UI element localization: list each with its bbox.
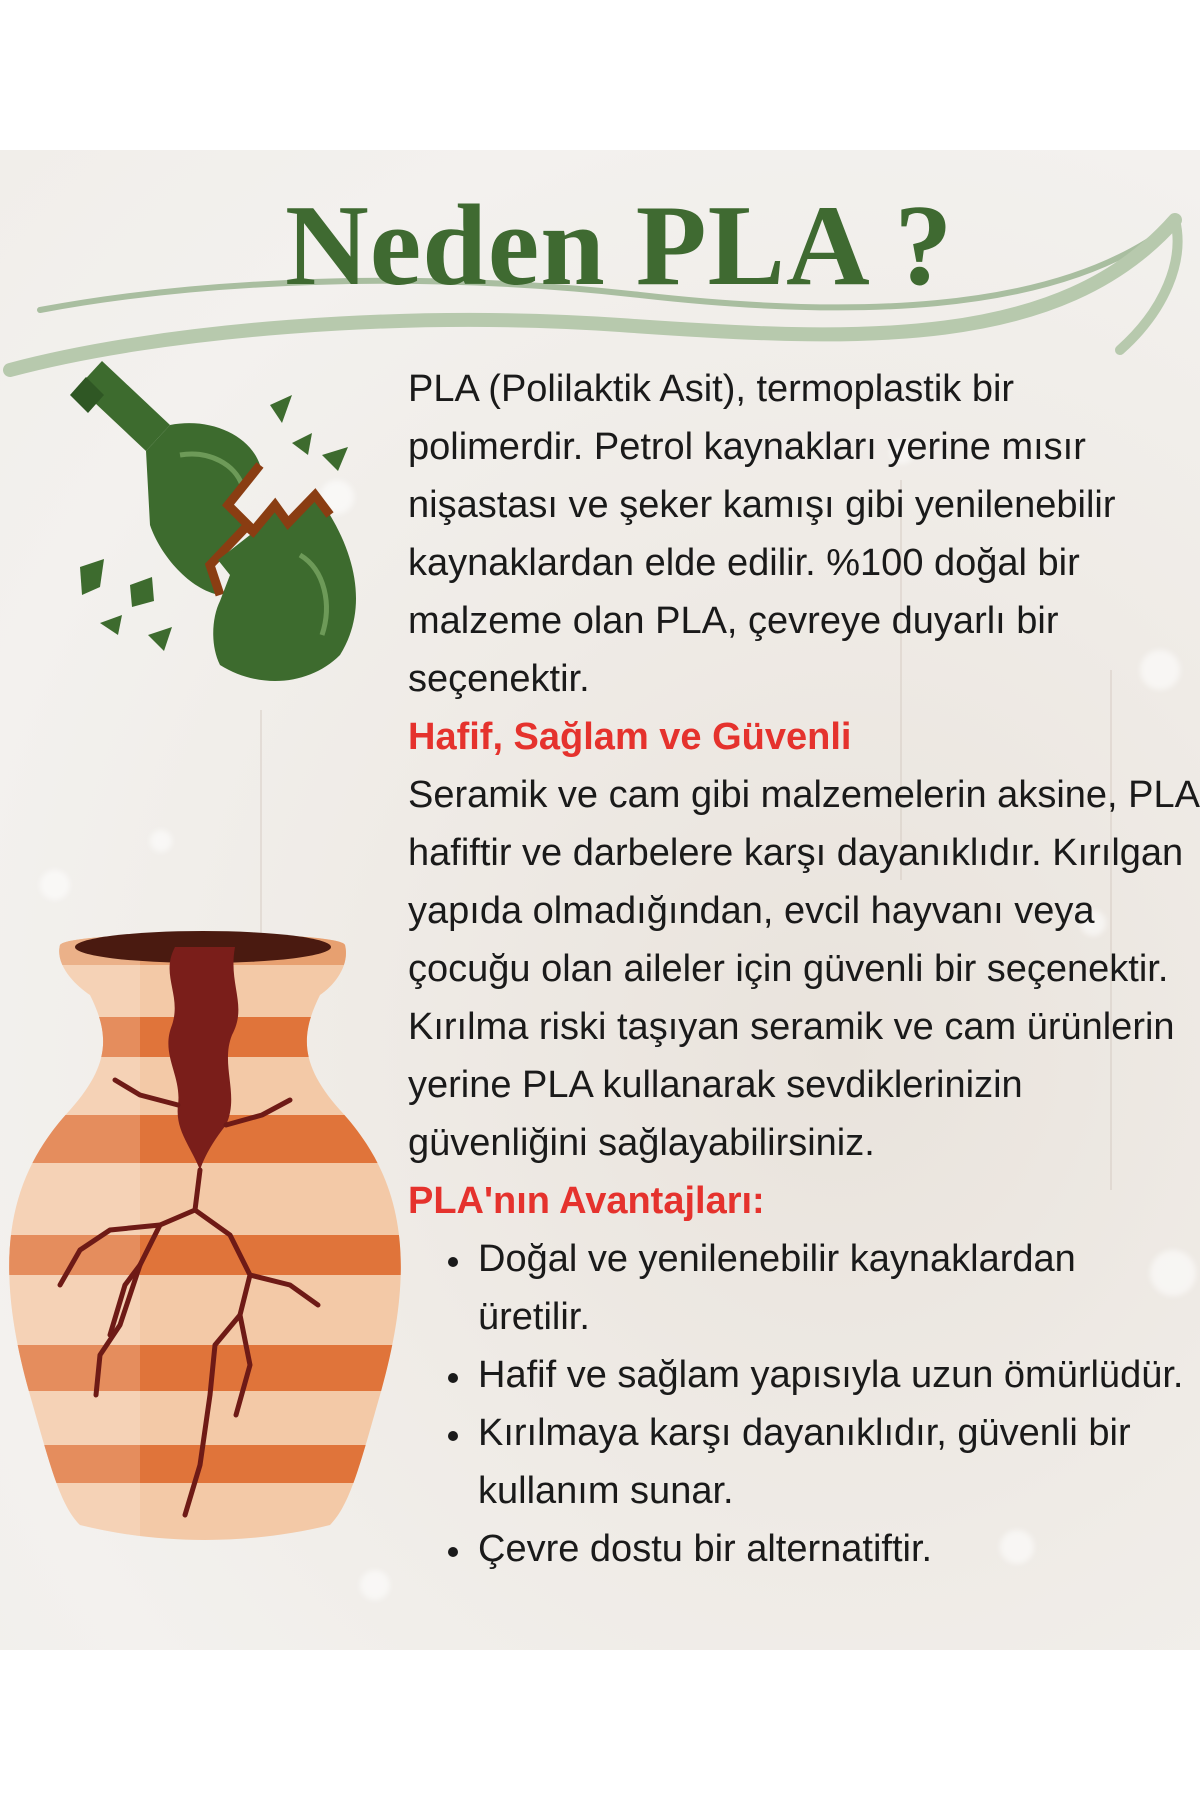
cracked-vase-icon: [0, 925, 420, 1550]
bokeh-light: [150, 830, 172, 852]
list-item: Kırılmaya karşı dayanıklıdır, güvenli bir kullanım sunar.: [408, 1404, 1198, 1520]
page-title: Neden PLA ?: [285, 182, 954, 310]
main-content: [408, 360, 1198, 1578]
intro-paragraph: PLA (Polilaktik Asit), termoplastik bir polimerdir. Petrol kaynakları yerine mısır nişastası ve şeker kamışı gibi yenilenebilir kaynaklardan elde edilir. %100 doğal bir malzeme olan PLA, çevreye duyarlı bir seçenektir.: [408, 368, 1116, 700]
list-item: Doğal ve yenilenebilir kaynaklardan üretilir.: [408, 1230, 1198, 1346]
section-body-hafif: Seramik ve cam gibi malzemelerin aksine, PLA hafiftir ve darbelere karşı dayanıklıdır. Kırılgan yapıda olmadığından, evcil hayvanı veya çocuğu olan aileler için güvenli bir seçenektir. Kırılma riski taşıyan seramik ve cam ürünlerin yerine PLA kullanarak sevdiklerinizin güvenliğini sağlayabilirsiniz.: [408, 774, 1198, 1164]
list-item: Çevre dostu bir alternatiftir.: [408, 1520, 1198, 1578]
section-heading-hafif: Hafif, Sağlam ve Güvenli: [408, 716, 852, 758]
section-heading-avantajlar: PLA'nın Avantajları:: [408, 1180, 765, 1222]
bokeh-light: [40, 870, 70, 900]
broken-bottle-icon: [60, 355, 380, 695]
advantages-list: [408, 1230, 1198, 1578]
bokeh-light: [360, 1570, 390, 1600]
list-item: Hafif ve sağlam yapısıyla uzun ömürlüdür.: [408, 1346, 1198, 1404]
